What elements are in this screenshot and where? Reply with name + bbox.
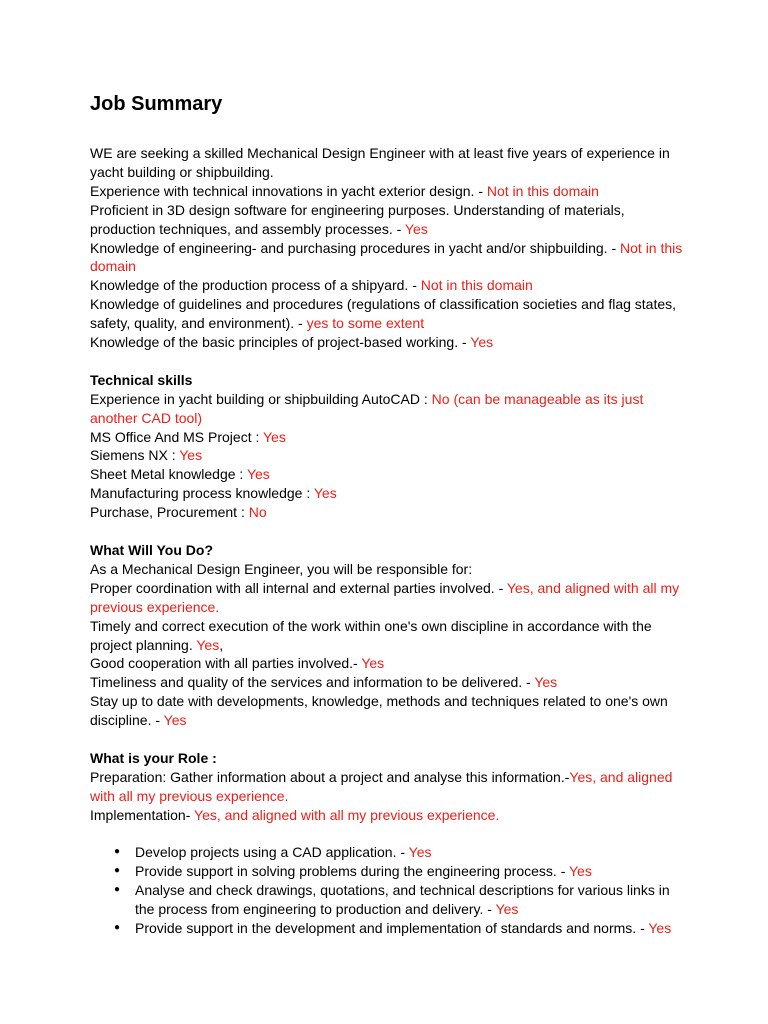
answer: No	[248, 504, 267, 521]
role-section	[90, 749, 690, 938]
summary-section	[90, 144, 690, 352]
list-item: ● Develop projects using a CAD application. - Yes	[90, 843, 690, 862]
answer: yes to some extent	[306, 315, 425, 332]
summary-item: Knowledge of the production process of a shipyard. - Not in this domain	[90, 277, 533, 294]
answer: Yes	[246, 466, 270, 483]
duty-item: Stay up to date with developments, knowledge, methods and techniques related to one's own discipline. - Yes	[90, 693, 668, 729]
role-item: Implementation- Yes, and aligned with all my previous experience.	[90, 806, 500, 823]
answer: Yes	[163, 712, 187, 729]
list-item: ● Provide support in the development and implementation of standards and norms. - Yes	[90, 919, 690, 938]
answer: Yes	[361, 655, 385, 672]
list-item: ● Analyse and check drawings, quotations, and technical descriptions for various links in the process from engineering to production and delivery. - Yes	[90, 881, 690, 919]
skill-item: Purchase, Procurement : No	[90, 504, 267, 521]
section-heading: What Will You Do?	[90, 542, 214, 558]
summary-intro: WE are seeking a skilled Mechanical Design Engineer with at least five years of experience in yacht building or shipbuilding.	[90, 145, 670, 180]
answer: Yes	[404, 220, 428, 237]
duty-item: Timely and correct execution of the work within one's own discipline in accordance with the project planning. Yes,	[90, 617, 652, 653]
document-page	[90, 88, 690, 938]
duty-item: Proper coordination with all internal and external parties involved. - Yes, and aligned with all my previous experience.	[90, 579, 680, 615]
section-intro: As a Mechanical Design Engineer, you will be responsible for:	[90, 560, 473, 577]
what-will-you-do-section	[90, 541, 690, 730]
summary-item: Experience with technical innovations in yacht exterior design. - Not in this domain	[90, 182, 599, 199]
answer: Yes	[569, 863, 592, 880]
answer: Yes	[408, 844, 432, 861]
answer: Yes	[495, 901, 519, 918]
page-title: Job Summary	[90, 93, 223, 115]
answer: No (can be manageable as its just another CAD tool)	[90, 390, 644, 426]
role-bullet-list	[90, 843, 690, 938]
answer: Yes	[263, 428, 286, 445]
answer: Yes	[196, 636, 220, 653]
answer: Yes	[313, 485, 337, 502]
section-heading: Technical skills	[90, 371, 193, 388]
answer: Not in this domain	[486, 182, 599, 199]
summary-item: Knowledge of the basic principles of project-based working. - Yes	[90, 334, 494, 351]
skill-item: Manufacturing process knowledge : Yes	[90, 485, 337, 502]
summary-item: Knowledge of engineering- and purchasing procedures in yacht and/or shipbuilding. - Not in this domain	[90, 239, 683, 275]
duty-item: Timeliness and quality of the services and information to be delivered. - Yes	[90, 674, 558, 691]
technical-section	[90, 371, 690, 522]
summary-item: Proficient in 3D design software for engineering purposes. Understanding of materials, production techniques, and assembly processes. - Yes	[90, 201, 625, 237]
section-heading: What is your Role :	[90, 749, 217, 766]
skill-item: MS Office And MS Project : Yes	[90, 428, 286, 445]
answer: Yes	[648, 920, 672, 937]
answer: Not in this domain	[90, 239, 683, 275]
role-item: Preparation: Gather information about a project and analyse this information.-Yes, and aligned with all my previous experience.	[90, 768, 673, 804]
answer: Yes, and aligned with all my previous experience.	[90, 768, 673, 804]
skill-item: Experience in yacht building or shipbuilding AutoCAD : No (can be manageable as its just another CAD tool)	[90, 390, 644, 426]
skill-item: Sheet Metal knowledge : Yes	[90, 466, 270, 483]
summary-item: Knowledge of guidelines and procedures (regulations of classification societies and flag states, safety, quality, and environment). - yes to some extent	[90, 296, 677, 332]
answer: Not in this domain	[420, 277, 533, 294]
answer: Yes	[179, 447, 203, 464]
answer: Yes, and aligned with all my previous experience.	[194, 806, 500, 823]
skill-item: Siemens NX : Yes	[90, 447, 203, 464]
answer: Yes	[470, 334, 494, 351]
duty-item: Good cooperation with all parties involved.- Yes	[90, 655, 385, 672]
answer: Yes	[534, 674, 558, 691]
list-item: ● Provide support in solving problems during the engineering process. - Yes	[90, 862, 690, 881]
answer: Yes, and aligned with all my previous experience.	[90, 579, 680, 615]
